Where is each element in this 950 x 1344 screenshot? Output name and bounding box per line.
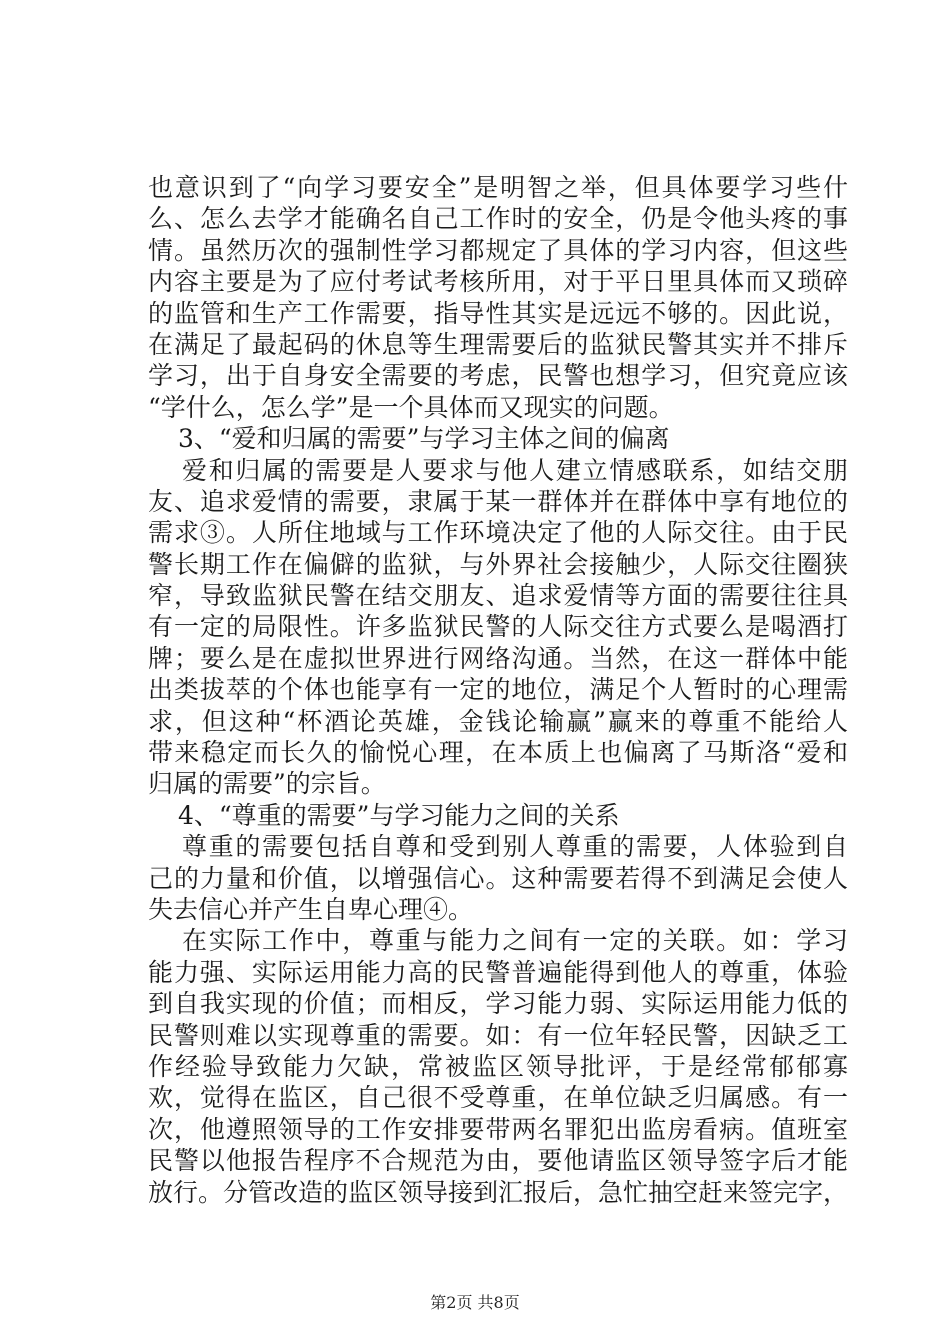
- text-line: 的监管和生产工作需要，指导性其实是远远不够的。因此说，: [148, 298, 848, 328]
- text-line: 在实际工作中，尊重与能力之间有一定的关联。如：学习: [182, 926, 848, 956]
- text-line: “学什么，怎么学”是一个具体而又现实的问题。: [148, 392, 674, 422]
- text-line: 情。虽然历次的强制性学习都规定了具体的学习内容，但这些: [148, 235, 848, 265]
- body-text: [148, 172, 848, 1208]
- section-heading: 3、“爱和归属的需要”与学习主体之间的偏离: [178, 424, 670, 454]
- text-line: 尊重的需要包括自尊和受到别人尊重的需要，人体验到自: [182, 832, 848, 862]
- text-line: 窄，导致监狱民警在结交朋友、追求爱情等方面的需要往往具: [148, 581, 848, 611]
- text-line: 需求③。人所住地域与工作环境决定了他的人际交往。由于民: [148, 518, 848, 548]
- text-line: 内容主要是为了应付考试考核所用，对于平日里具体而又琐碎: [148, 267, 848, 297]
- text-line: 么、怎么去学才能确名自己工作时的安全，仍是令他头疼的事: [148, 204, 848, 234]
- text-line: 次，他遵照领导的工作安排要带两名罪犯出监房看病。值班室: [148, 1114, 848, 1144]
- text-line: 能力强、实际运用能力高的民警普遍能得到他人的尊重，体验: [148, 957, 848, 987]
- text-line: 民警则难以实现尊重的需要。如：有一位年轻民警，因缺乏工: [148, 1020, 848, 1050]
- text-line: 带来稳定而长久的愉悦心理，在本质上也偏离了马斯洛“爱和: [148, 738, 848, 768]
- text-line: 友、追求爱情的需要，隶属于某一群体并在群体中享有地位的: [148, 486, 848, 516]
- text-line: 己的力量和价值，以增强信心。这种需要若得不到满足会使人: [148, 863, 848, 893]
- page-footer: 第2页 共8页: [430, 1293, 520, 1312]
- text-line: 牌；要么是在虚拟世界进行网络沟通。当然，在这一群体中能: [148, 643, 848, 673]
- text-line: 警长期工作在偏僻的监狱，与外界社会接触少，人际交往圈狭: [148, 549, 848, 579]
- text-line: 放行。分管改造的监区领导接到汇报后，急忙抽空赶来签完字，: [148, 1177, 848, 1207]
- text-line: 也意识到了“向学习要安全”是明智之举，但具体要学习些什: [148, 173, 848, 202]
- text-line: 在满足了最起码的休息等生理需要后的监狱民警其实并不排斥: [148, 329, 848, 359]
- text-line: 学习，出于自身安全需要的考虑，民警也想学习，但究竟应该: [148, 361, 848, 391]
- text-line: 归属的需要”的宗旨。: [148, 769, 386, 799]
- text-line: 失去信心并产生自卑心理④。: [148, 894, 474, 924]
- text-line: 作经验导致能力欠缺，常被监区领导批评，于是经常郁郁寡: [148, 1051, 848, 1081]
- text-line: 到自我实现的价值；而相反，学习能力弱、实际运用能力低的: [148, 989, 848, 1019]
- text-line: 出类拔萃的个体也能享有一定的地位，满足个人暂时的心理需: [148, 675, 848, 705]
- text-line: 欢，觉得在监区，自己很不受尊重，在单位缺乏归属感。有一: [148, 1083, 848, 1113]
- section-heading: 4、“尊重的需要”与学习能力之间的关系: [178, 800, 620, 830]
- text-line: 有一定的局限性。许多监狱民警的人际交往方式要么是喝酒打: [148, 612, 848, 642]
- text-line: 爱和归属的需要是人要求与他人建立情感联系，如结交朋: [182, 455, 848, 485]
- text-line: 民警以他报告程序不合规范为由，要他请监区领导签字后才能: [148, 1146, 848, 1176]
- text-line: 求，但这种“杯酒论英雄，金钱论输赢”赢来的尊重不能给人: [148, 706, 848, 736]
